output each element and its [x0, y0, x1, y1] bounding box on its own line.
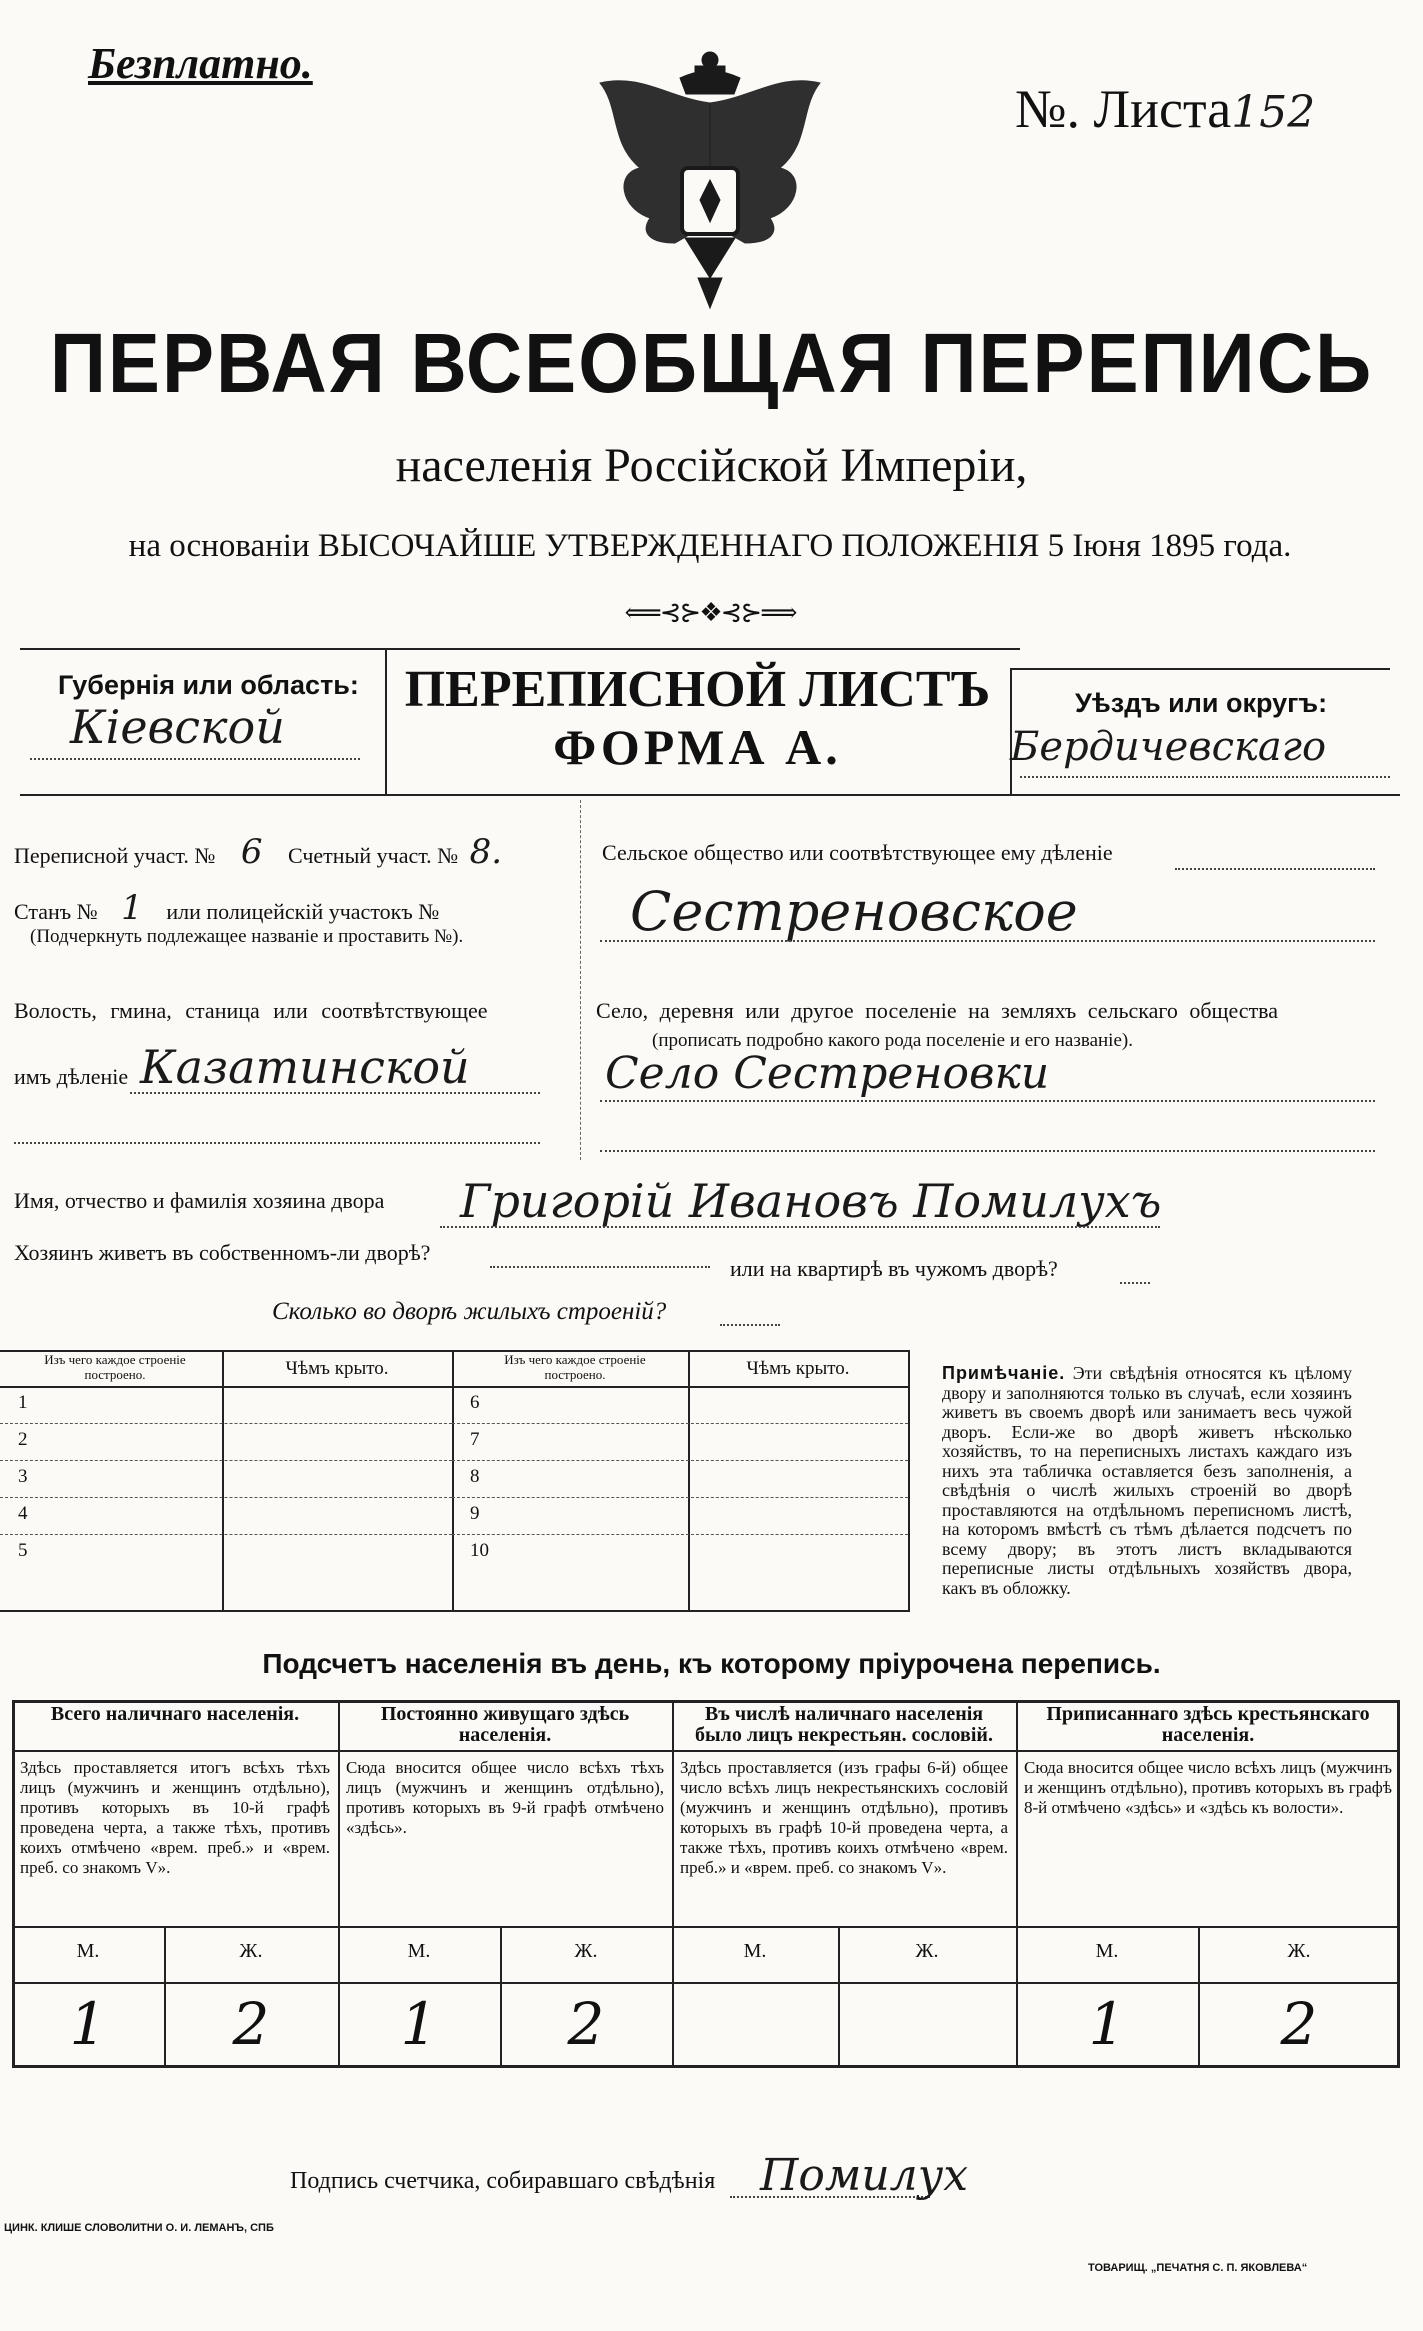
uezd-value: Бердичевскаго — [1010, 724, 1327, 770]
buildings-row — [0, 1386, 452, 1423]
population-col-desc: Здѣсь проставляется (изъ графы 6-й) общее число всѣхъ лицъ некрестьянскихъ сословій (мужчинъ и женщинъ отдѣльно), противъ которыхъ въ графѣ 10-й проведена черта, а также тѣхъ, противъ коихъ отмѣчено «врем. преб.» и «врем. преб. со знакомъ V». — [680, 1758, 1008, 1877]
census-uchastok-label: Переписной участ. № — [14, 843, 216, 868]
population-col-desc: Сюда вносится общее число всѣхъ лицъ (мужчинъ и женщинъ отдѣльно), противъ которыхъ въ графѣ 8-й отмѣчено «здѣсь» и «здѣсь къ волости». — [1024, 1758, 1392, 1817]
buildings-row-number: 10 — [470, 1540, 489, 1561]
buildings-row — [452, 1423, 908, 1460]
buildings-col-roof-right: Чѣмъ крыто. — [746, 1358, 850, 1379]
buildings-col-built-right: Изъ чего каждое строеніе построено. — [504, 1352, 646, 1382]
document-subtitle: населенія Россійской Имперіи, — [395, 439, 1028, 492]
society-value: Сестреновское — [630, 880, 1078, 943]
buildings-row-number: 1 — [18, 1392, 28, 1413]
printer-right: ТОВАРИЩ. „ПЕЧАТНЯ С. П. ЯКОВЛЕВА“ — [1088, 2262, 1308, 2274]
population-col-header: Приписаннаго здѣсь крестьянскаго населенія. — [1046, 1703, 1370, 1746]
population-col-desc: Здѣсь проставляется итогъ всѣхъ тѣхъ лицъ (мужчинъ и женщинъ отдѣльно), противъ которыхъ въ 10-й графѣ проведена черта, а также тѣхъ, противъ коихъ отмѣчено «врем. преб.» и «врем. преб. со знакомъ V». — [20, 1758, 330, 1877]
stan-value: 1 — [121, 888, 143, 928]
buildings-row — [0, 1460, 452, 1497]
buildings-table — [0, 1350, 910, 1612]
owner-label: Имя, отчество и фамилія хозяина двора — [14, 1188, 385, 1213]
population-f-label: Ж. — [239, 1940, 263, 1962]
other-yard-label: или на квартирѣ въ чужомъ дворѣ? — [730, 1256, 1058, 1281]
buildings-row — [0, 1423, 452, 1460]
volost-label: Волость, гмина, станица или соотвѣтствующее — [14, 998, 488, 1023]
buildings-row-number: 9 — [470, 1503, 480, 1524]
population-m-label: М. — [1095, 1940, 1119, 1962]
gubernia-value: Кіевской — [70, 700, 285, 754]
sheet-number-value: 152 — [1231, 87, 1316, 138]
buildings-row — [452, 1534, 908, 1571]
form-subtitle: ФОРМА А. — [553, 719, 842, 775]
printer-left: ЦИНК. КЛИШЕ СЛОВОЛИТНИ О. И. ЛЕМАНЪ, СПБ — [4, 2222, 274, 2234]
census-uchastok-field — [14, 832, 508, 872]
count-uchastok-label: Счетный участ. № — [287, 843, 459, 868]
stan-field — [14, 888, 439, 928]
note-title: Примѣчаніе. — [942, 1363, 1066, 1383]
signature-label: Подпись счетчика, собиравшаго свѣдѣнія — [290, 2168, 716, 2194]
note-text — [942, 1364, 1352, 1598]
buildings-row — [0, 1534, 452, 1571]
police-note: (Подчеркнуть подлежащее названіе и проставить №). — [30, 926, 464, 947]
note-body: Эти свѣдѣнія относятся къ цѣлому двору и заполняются только въ случаѣ, если хозяинъ живетъ въ своемъ дворѣ или занимаетъ весь чужой дворъ. Если-же во дворѣ живетъ нѣсколько хозяйствъ, то на переписныхъ листахъ каждаго изъ нихъ эта табличка оставляется безъ заполненія, а свѣдѣнія о числѣ жилыхъ строеній во дворѣ проставляются на отдѣльномъ переписномъ листѣ, на которомъ вмѣстѣ съ тѣмъ дѣлается подсчетъ по всему двору; въ этотъ листъ вкладываются переписные листы отдѣльныхъ хозяйствъ двора, какъ въ обложку. — [942, 1363, 1353, 1598]
buildings-row — [452, 1386, 908, 1423]
population-f-value: 2 — [232, 1990, 270, 2058]
volost-label-2: имъ дѣленіе — [14, 1064, 129, 1089]
document-title: ПЕРВАЯ ВСЕОБЩАЯ ПЕРЕПИСЬ — [49, 315, 1374, 411]
sheet-number-label: №. Листа — [1015, 79, 1232, 139]
own-yard-label: Хозяинъ живетъ въ собственномъ-ли дворѣ? — [14, 1240, 431, 1265]
buildings-col-built-left: Изъ чего каждое строеніе построено. — [44, 1352, 186, 1382]
population-col-header: Постоянно живущаго здѣсь населенія. — [380, 1703, 630, 1746]
volost-value: Казатинской — [140, 1040, 470, 1094]
buildings-row — [452, 1460, 908, 1497]
legal-basis: на основаніи ВЫСОЧАЙШЕ УТВЕРЖДЕННАГО ПОЛОЖЕНІЯ 5 Іюня 1895 года. — [128, 528, 1292, 564]
owner-value: Григорій Ивановъ Помилухъ — [460, 1174, 1162, 1228]
population-col-header: Всего наличнаго населенія. — [50, 1703, 300, 1725]
buildings-row-number: 7 — [470, 1429, 480, 1450]
population-table — [12, 1700, 1400, 2068]
population-m-label: М. — [743, 1940, 767, 1962]
gubernia-label: Губернія или область: — [58, 670, 359, 700]
buildings-row — [0, 1497, 452, 1534]
buildings-row-number: 5 — [18, 1540, 28, 1561]
sheet-number — [1015, 78, 1315, 140]
society-label: Сельское общество или соотвѣтствующее ему дѣленіе — [602, 840, 1113, 865]
count-uchastok-value: 8. — [469, 832, 503, 872]
village-value: Село Сестреновки — [605, 1048, 1050, 1099]
village-note: (прописать подробно какого рода поселеніе и его названіе). — [652, 1030, 1133, 1051]
form-title: ПЕРЕПИСНОЙ ЛИСТЪ — [404, 661, 991, 718]
buildings-row-number: 4 — [18, 1503, 28, 1524]
population-f-label: Ж. — [915, 1940, 939, 1962]
population-f-value: 2 — [1280, 1990, 1318, 2058]
imperial-eagle-emblem — [580, 48, 840, 318]
population-col-desc: Сюда вносится общее число всѣхъ тѣхъ лицъ (мужчинъ и женщинъ отдѣльно), противъ которыхъ въ 9-й графѣ отмѣчено «здѣсь». — [346, 1758, 664, 1837]
census-uchastok-value: 6 — [240, 832, 263, 872]
population-f-label: Ж. — [1287, 1940, 1311, 1962]
buildings-col-roof-left: Чѣмъ крыто. — [285, 1358, 389, 1379]
population-m-value: 1 — [69, 1990, 107, 2058]
population-m-value: 1 — [1088, 1990, 1126, 2058]
population-m-label: М. — [76, 1940, 100, 1962]
buildings-row-number: 8 — [470, 1466, 480, 1487]
stan-label: Станъ № — [14, 899, 98, 924]
buildings-row-number: 2 — [18, 1429, 28, 1450]
buildings-row-number: 6 — [470, 1392, 480, 1413]
buildings-row-number: 3 — [18, 1466, 28, 1487]
buildings-label: Сколько во дворѣ жилыхъ строеній? — [272, 1298, 667, 1325]
population-f-value: 2 — [567, 1990, 605, 2058]
ornament-divider: ⟸⊰⊱❖⊰⊱⟹ — [624, 598, 796, 627]
population-col-header: Въ числѣ наличнаго населенія было лицъ некрестьян. сословій. — [695, 1703, 993, 1746]
village-label: Село, деревня или другое поселеніе на земляхъ сельскаго общества — [596, 998, 1279, 1023]
uezd-label: Уѣздъ или округъ: — [1075, 688, 1328, 718]
police-label: или полицейскій участокъ № — [166, 899, 440, 924]
population-m-value: 1 — [400, 1990, 438, 2058]
population-f-label: Ж. — [574, 1940, 598, 1962]
signature-value: Помилух — [760, 2150, 969, 2201]
population-title: Подсчетъ населенія въ день, къ которому пріурочена перепись. — [262, 1648, 1161, 1679]
buildings-row — [452, 1497, 908, 1534]
population-m-label: М. — [407, 1940, 431, 1962]
free-label: Безплатно. — [88, 39, 313, 88]
